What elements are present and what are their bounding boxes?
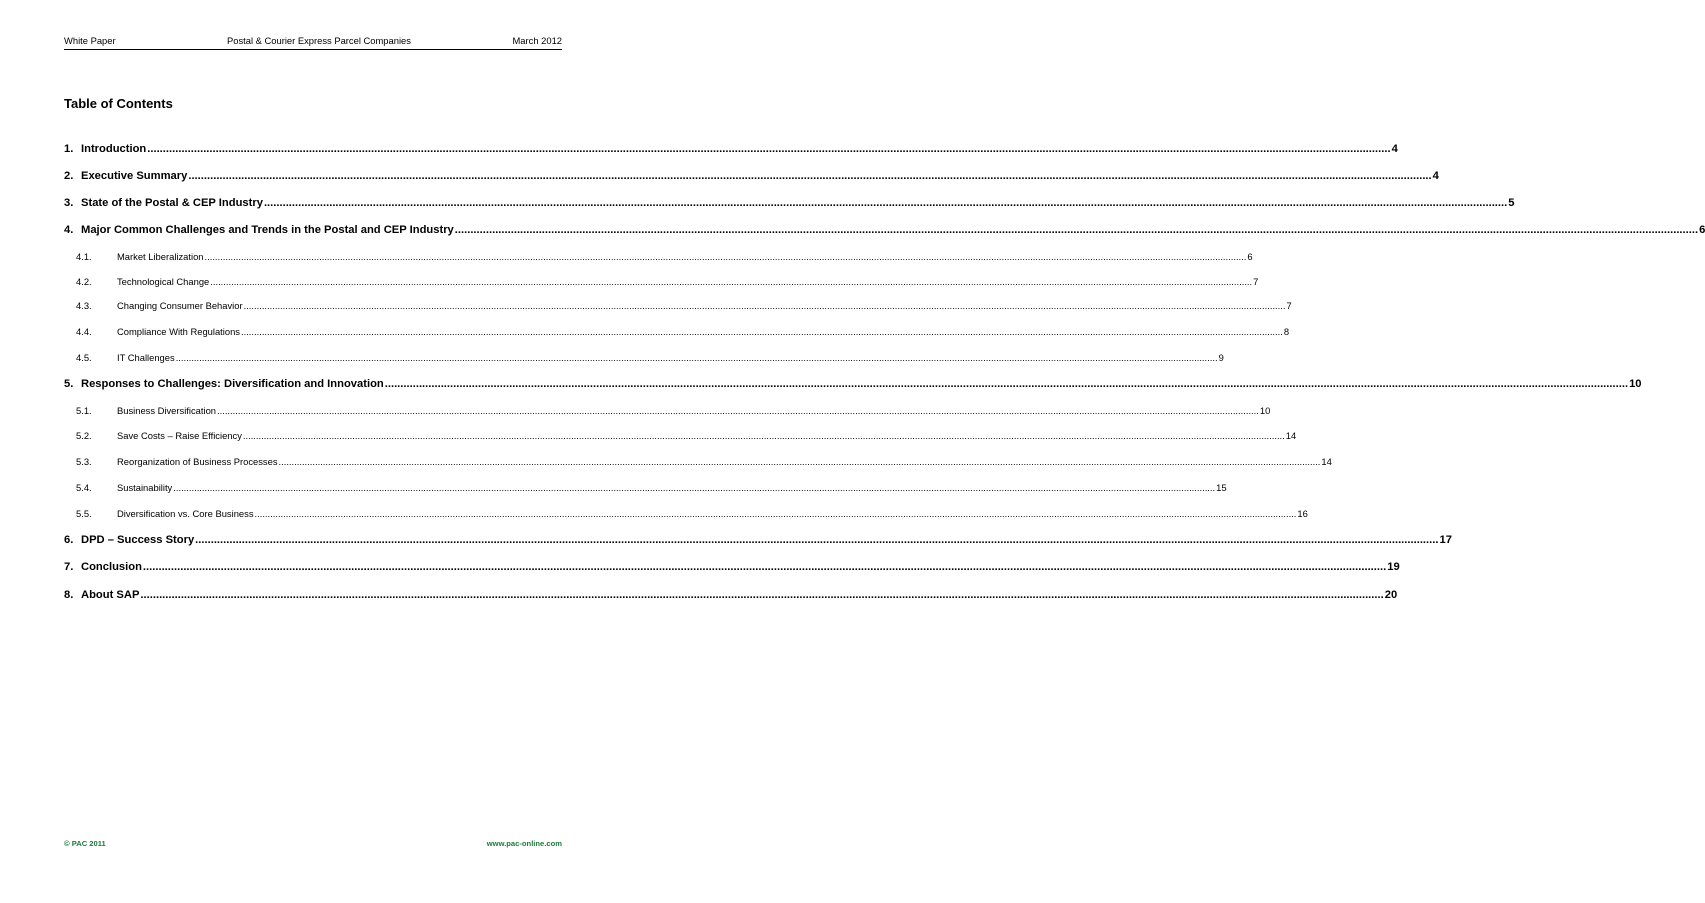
toc-entry-4-1[interactable]: [76, 251, 1253, 262]
toc-entry-label: Diversification vs. Core Business: [117, 508, 254, 519]
toc-entry-label: Business Diversification: [117, 405, 216, 416]
toc-entry-5-5[interactable]: [76, 508, 1308, 519]
toc-entry-label: State of the Postal & CEP Industry: [81, 197, 263, 209]
toc-entry-page-number: 9: [1218, 352, 1224, 363]
header-document-title: Postal & Courier Express Parcel Companies: [227, 35, 411, 46]
toc-entry-number: 2.: [64, 170, 74, 182]
toc-entry-number: 4.5.: [76, 352, 92, 363]
toc-dot-leader: ................................................................................................................................................................................................................................................................................................................................................................................................................: [147, 143, 1391, 155]
toc-entry-5[interactable]: [64, 378, 1642, 390]
toc-dot-leader: ................................................................................................................................................................................................................................................................................................................................................................................................................: [242, 430, 1285, 441]
toc-entry-page-number: 14: [1285, 430, 1297, 441]
toc-entry-page-number: 4: [1432, 170, 1439, 182]
toc-entry-number: 8.: [64, 589, 74, 601]
toc-dot-leader: ................................................................................................................................................................................................................................................................................................................................................................................................................: [195, 534, 1439, 546]
toc-entry-4-5[interactable]: [76, 352, 1224, 363]
toc-dot-leader: ................................................................................................................................................................................................................................................................................................................................................................................................................: [142, 561, 1387, 573]
toc-entry-2[interactable]: [64, 170, 1439, 182]
toc-entry-4-2[interactable]: [76, 276, 1259, 287]
toc-dot-leader: ................................................................................................................................................................................................................................................................................................................................................................................................................: [454, 224, 1699, 236]
toc-entry-3[interactable]: [64, 197, 1515, 209]
toc-entry-number: 5.3.: [76, 456, 92, 467]
toc-entry-page-number: 19: [1387, 561, 1400, 573]
toc-entry-label: DPD – Success Story: [81, 534, 195, 546]
toc-dot-leader: ................................................................................................................................................................................................................................................................................................................................................................................................................: [240, 326, 1283, 337]
toc-title: Table of Contents: [64, 96, 173, 111]
toc-entry-label: Technological Change: [117, 276, 210, 287]
toc-entry-label: Reorganization of Business Processes: [117, 456, 278, 467]
toc-dot-leader: ................................................................................................................................................................................................................................................................................................................................................................................................................: [278, 456, 1321, 467]
toc-entry-page-number: 4: [1391, 143, 1398, 155]
toc-entry-number: 5.: [64, 378, 74, 390]
toc-entry-page-number: 7: [1253, 276, 1259, 287]
toc-entry-label: Conclusion: [81, 561, 142, 573]
toc-dot-leader: ................................................................................................................................................................................................................................................................................................................................................................................................................: [173, 482, 1216, 493]
toc-entry-8[interactable]: [64, 589, 1398, 601]
toc-entry-4-4[interactable]: [76, 326, 1290, 337]
toc-entry-page-number: 10: [1629, 378, 1642, 390]
toc-entry-label: About SAP: [81, 589, 140, 601]
toc-entry-4[interactable]: [64, 224, 1705, 236]
toc-entry-number: 5.5.: [76, 508, 92, 519]
toc-entry-4-3[interactable]: [76, 300, 1292, 311]
toc-entry-5-1[interactable]: [76, 405, 1271, 416]
toc-entry-label: Sustainability: [117, 482, 173, 493]
toc-dot-leader: ................................................................................................................................................................................................................................................................................................................................................................................................................: [204, 251, 1247, 262]
toc-entry-5-2[interactable]: [76, 430, 1297, 441]
header-date: March 2012: [512, 35, 562, 46]
toc-entry-1[interactable]: [64, 143, 1398, 155]
toc-dot-leader: ................................................................................................................................................................................................................................................................................................................................................................................................................: [210, 276, 1253, 287]
toc-dot-leader: ................................................................................................................................................................................................................................................................................................................................................................................................................: [254, 508, 1297, 519]
header-document-type: White Paper: [64, 35, 116, 46]
toc-entry-label: Market Liberalization: [117, 251, 204, 262]
toc-entry-5-3[interactable]: [76, 456, 1332, 467]
toc-dot-leader: ................................................................................................................................................................................................................................................................................................................................................................................................................: [263, 197, 1508, 209]
toc-entry-number: 4.4.: [76, 326, 92, 337]
toc-entry-5-4[interactable]: [76, 482, 1227, 493]
footer-website-link[interactable]: www.pac-online.com: [486, 839, 562, 848]
toc-entry-number: 3.: [64, 197, 74, 209]
toc-entry-page-number: 10: [1259, 405, 1271, 416]
toc-entry-label: Major Common Challenges and Trends in the Postal and CEP Industry: [81, 224, 454, 236]
toc-entry-number: 4.2.: [76, 276, 92, 287]
toc-dot-leader: ................................................................................................................................................................................................................................................................................................................................................................................................................: [243, 300, 1286, 311]
toc-entry-label: Compliance With Regulations: [117, 326, 240, 337]
toc-entry-page-number: 14: [1321, 456, 1332, 467]
toc-entry-page-number: 6: [1699, 224, 1705, 236]
page-footer: [64, 839, 562, 851]
toc-dot-leader: ................................................................................................................................................................................................................................................................................................................................................................................................................: [188, 170, 1432, 182]
toc-entry-6[interactable]: [64, 534, 1452, 546]
toc-entry-page-number: 8: [1283, 326, 1290, 337]
toc-entry-page-number: 20: [1384, 589, 1398, 601]
toc-entry-page-number: 16: [1297, 508, 1308, 519]
toc-entry-7[interactable]: [64, 561, 1400, 573]
toc-entry-label: Save Costs – Raise Efficiency: [117, 430, 242, 441]
toc-entry-number: 4.1.: [76, 251, 92, 262]
toc-entry-label: Changing Consumer Behavior: [117, 300, 243, 311]
footer-copyright: © PAC 2011: [64, 839, 106, 848]
toc-entry-number: 5.2.: [76, 430, 92, 441]
toc-entry-label: Executive Summary: [81, 170, 188, 182]
toc-entry-page-number: 15: [1216, 482, 1227, 493]
toc-entry-label: IT Challenges: [117, 352, 175, 363]
toc-entry-number: 4.3.: [76, 300, 92, 311]
toc-entry-label: Responses to Challenges: Diversification and Innovation: [81, 378, 384, 390]
toc-dot-leader: ................................................................................................................................................................................................................................................................................................................................................................................................................: [384, 378, 1629, 390]
toc-dot-leader: ................................................................................................................................................................................................................................................................................................................................................................................................................: [175, 352, 1218, 363]
toc-entry-number: 7.: [64, 561, 74, 573]
toc-entry-page-number: 7: [1286, 300, 1292, 311]
toc-entry-number: 5.1.: [76, 405, 92, 416]
toc-dot-leader: ................................................................................................................................................................................................................................................................................................................................................................................................................: [217, 405, 1259, 416]
toc-entry-number: 1.: [64, 143, 74, 155]
toc-entry-page-number: 17: [1439, 534, 1452, 546]
toc-entry-number: 5.4.: [76, 482, 92, 493]
toc-dot-leader: ................................................................................................................................................................................................................................................................................................................................................................................................................: [140, 589, 1384, 601]
toc-entry-number: 4.: [64, 224, 74, 236]
toc-entry-page-number: 6: [1247, 251, 1253, 262]
toc-entry-number: 6.: [64, 534, 74, 546]
toc-entry-label: Introduction: [81, 143, 147, 155]
toc-entry-page-number: 5: [1508, 197, 1515, 209]
page-header: [64, 33, 562, 50]
